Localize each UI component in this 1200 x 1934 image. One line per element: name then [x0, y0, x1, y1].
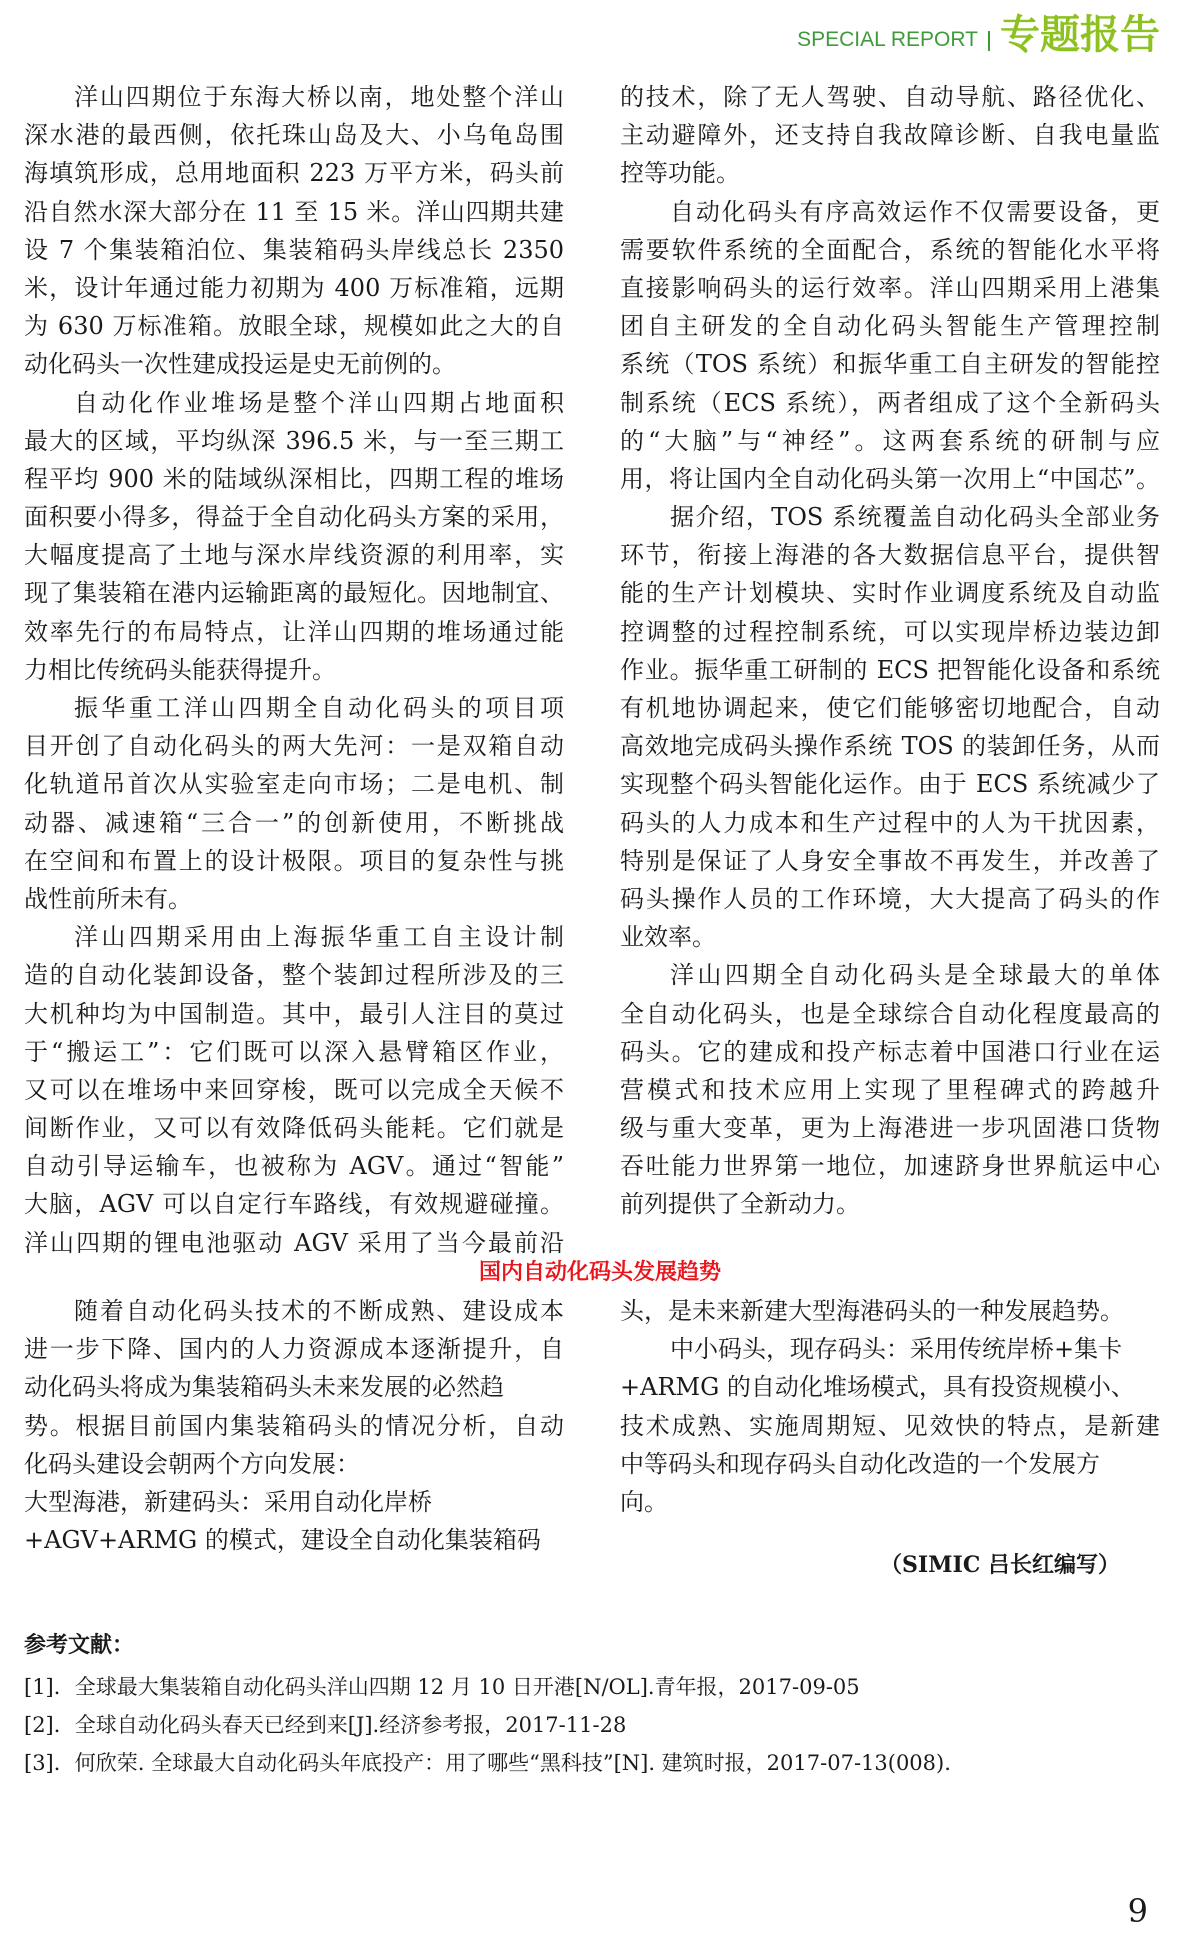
- text-line: 系统（TOS 系统）和振华重工自主研发的智能控: [620, 350, 1160, 379]
- reference-item: [3]．何欣荣. 全球最大自动化码头年底投产：用了哪些“黑科技”[N]. 建筑时报，2017-07-13(008).: [24, 1751, 951, 1775]
- text-line: 大幅度提高了土地与深水岸线资源的利用率，实: [24, 541, 564, 570]
- article-column-right: [620, 78, 1160, 1224]
- text-line: 级与重大变革，更为上海港进一步巩固港口货物: [620, 1114, 1160, 1143]
- text-line: 振华重工洋山四期全自动化码头的项目项: [74, 694, 564, 722]
- text-line: 化码头建设会朝两个方向发展：: [24, 1449, 360, 1478]
- section-label-cn: 专题报告: [1000, 12, 1160, 58]
- text-line: 米，设计年通过能力初期为 400 万标准箱，远期: [24, 273, 564, 302]
- text-line: 特别是保证了人身安全事故不再发生，并改善了: [620, 846, 1160, 875]
- header-divider: [988, 31, 990, 51]
- text-line: 在空间和布置上的设计极限。项目的复杂性与挑: [24, 846, 564, 875]
- text-line: 为 630 万标准箱。放眼全球，规模如此之大的自: [24, 312, 564, 341]
- section2-column-right: [620, 1292, 1160, 1521]
- text-line: 向。: [620, 1487, 668, 1516]
- text-line: 码头。它的建成和投产标志着中国港口行业在运: [620, 1037, 1160, 1066]
- text-line: 控调整的过程控制系统，可以实现岸桥边装边卸: [620, 617, 1160, 646]
- text-line: 作业。振华重工研制的 ECS 把智能化设备和系统: [620, 655, 1160, 684]
- text-line: 技术成熟、实施周期短、见效快的特点，是新建: [620, 1411, 1160, 1440]
- text-line: 营模式和技术应用上实现了里程碑式的跨越升: [620, 1075, 1160, 1104]
- text-line: 据介绍，TOS 系统覆盖自动化码头全部业务: [670, 503, 1160, 532]
- text-line: 环节，衔接上海港的各大数据信息平台，提供智: [620, 541, 1160, 570]
- text-line: 力相比传统码头能获得提升。: [24, 655, 336, 684]
- text-line: 自动化作业堆场是整个洋山四期占地面积: [74, 388, 564, 417]
- text-line: +AGV+ARMG 的模式，建设全自动化集装箱码: [24, 1526, 541, 1555]
- author-credit: （SIMIC 吕长红编写）: [880, 1552, 1120, 1578]
- text-line: 大机种均为中国制造。其中，最引人注目的莫过: [24, 999, 564, 1028]
- text-line: 效率先行的布局特点，让洋山四期的堆场通过能: [24, 617, 564, 646]
- text-line: 自动引导运输车，也被称为 AGV。通过“智能”: [24, 1152, 564, 1181]
- text-line: 大脑，AGV 可以自定行车路线，有效规避碰撞。: [24, 1190, 564, 1219]
- text-line: 现了集装箱在港内运输距离的最短化。因地制宜、: [24, 579, 564, 608]
- text-line: 中等码头和现存码头自动化改造的一个发展方: [620, 1449, 1100, 1478]
- text-line: 全自动化码头，也是全球综合自动化程度最高的: [620, 999, 1160, 1028]
- text-line: 需要软件系统的全面配合，系统的智能化水平将: [620, 235, 1160, 264]
- text-line: 化轨道吊首次从实验室走向市场；二是电机、制: [24, 770, 564, 799]
- text-line: 用，将让国内全自动化码头第一次用上“中国芯”。: [620, 464, 1160, 493]
- text-line: 头，是未来新建大型海港码头的一种发展趋势。: [620, 1297, 1124, 1325]
- text-line: 于“搬运工”：它们既可以深入悬臂箱区作业，: [24, 1037, 564, 1066]
- text-line: 最大的区域，平均纵深 396.5 米，与一至三期工: [24, 426, 564, 455]
- text-line: 随着自动化码头技术的不断成熟、建设成本: [74, 1297, 564, 1325]
- text-line: 战性前所未有。: [24, 884, 192, 913]
- text-line: 大型海港，新建码头：采用自动化岸桥: [24, 1487, 432, 1516]
- text-line: 又可以在堆场中来回穿梭，既可以完成全天候不: [24, 1075, 564, 1104]
- text-line: 海填筑形成，总用地面积 223 万平方米，码头前: [24, 159, 564, 188]
- text-line: 的技术，除了无人驾驶、自动导航、路径优化、: [620, 83, 1160, 111]
- text-line: 自动化码头有序高效运作不仅需要设备，更: [670, 197, 1160, 226]
- text-line: 的“大脑”与“神经”。这两套系统的研制与应: [620, 426, 1160, 455]
- text-line: +ARMG 的自动化堆场模式，具有投资规模小、: [620, 1373, 1135, 1402]
- text-line: 程平均 900 米的陆域纵深相比，四期工程的堆场: [24, 464, 564, 493]
- text-line: 洋山四期全自动化码头是全球最大的单体: [670, 961, 1160, 990]
- text-line: 动器、减速箱“三合一”的创新使用，不断挑战: [24, 808, 564, 837]
- text-line: 动化码头一次性建成投运是史无前例的。: [24, 350, 456, 379]
- references-list: [24, 1668, 1174, 1782]
- text-line: 主动避障外，还支持自我故障诊断、自我电量监: [620, 121, 1160, 150]
- text-line: 沿自然水深大部分在 11 至 15 米。洋山四期共建: [24, 197, 564, 226]
- text-line: 势。根据目前国内集装箱码头的情况分析，自动: [24, 1411, 564, 1440]
- text-line: 洋山四期位于东海大桥以南，地处整个洋山: [74, 83, 564, 111]
- text-line: 码头操作人员的工作环境，大大提高了码头的作: [620, 884, 1160, 913]
- text-line: 直接影响码头的运行效率。洋山四期采用上港集: [620, 273, 1160, 302]
- text-line: 洋山四期的锂电池驱动 AGV 采用了当今最前沿: [24, 1228, 564, 1257]
- page-number: 9: [1127, 1892, 1148, 1930]
- page-header: [797, 8, 1160, 58]
- text-line: 实现整个码头智能化运作。由于 ECS 系统减少了: [620, 770, 1160, 799]
- text-line: 控等功能。: [620, 159, 740, 188]
- section2-column-left: [24, 1292, 564, 1559]
- text-line: 团自主研发的全自动化码头智能生产管理控制: [620, 312, 1160, 341]
- section-heading: 国内自动化码头发展趋势: [478, 1260, 721, 1285]
- text-line: 洋山四期采用由上海振华重工自主设计制: [74, 923, 564, 952]
- text-line: 动化码头将成为集装箱码头未来发展的必然趋: [24, 1373, 504, 1402]
- text-line: 有机地协调起来，使它们能够密切地配合，自动: [620, 694, 1160, 722]
- text-line: 中小码头，现存码头：采用传统岸桥+集卡: [670, 1335, 1123, 1364]
- text-line: 吞吐能力世界第一地位，加速跻身世界航运中心: [620, 1152, 1160, 1181]
- section-label-en: SPECIAL REPORT: [797, 28, 978, 51]
- text-line: 业效率。: [620, 923, 716, 952]
- text-line: 设 7 个集装箱泊位、集装箱码头岸线总长 2350: [24, 235, 564, 264]
- text-line: 码头的人力成本和生产过程中的人为干扰因素，: [620, 808, 1160, 837]
- text-line: 间断作业，又可以有效降低码头能耗。它们就是: [24, 1114, 564, 1143]
- text-line: 造的自动化装卸设备，整个装卸过程所涉及的三: [24, 961, 564, 990]
- text-line: 能的生产计划模块、实时作业调度系统及自动监: [620, 579, 1160, 608]
- reference-item: [2]．全球自动化码头春天已经到来[J].经济参考报，2017-11-28: [24, 1713, 627, 1737]
- article-column-left: [24, 78, 564, 1262]
- text-line: 制系统（ECS 系统），两者组成了这个全新码头: [620, 388, 1160, 417]
- text-line: 进一步下降、国内的人力资源成本逐渐提升，自: [24, 1335, 564, 1364]
- text-line: 前列提供了全新动力。: [620, 1190, 860, 1219]
- text-line: 面积要小得多，得益于全自动化码头方案的采用，: [24, 503, 564, 532]
- text-line: 高效地完成码头操作系统 TOS 的装卸任务，从而: [620, 732, 1160, 761]
- text-line: 目开创了自动化码头的两大先河：一是双箱自动: [24, 732, 564, 761]
- references-title: 参考文献：: [24, 1632, 135, 1658]
- text-line: 深水港的最西侧，依托珠山岛及大、小乌龟岛围: [24, 121, 564, 150]
- reference-item: [1]．全球最大集装箱自动化码头洋山四期 12 月 10 日开港[N/OL].青年报，2017-09-05: [24, 1675, 860, 1699]
